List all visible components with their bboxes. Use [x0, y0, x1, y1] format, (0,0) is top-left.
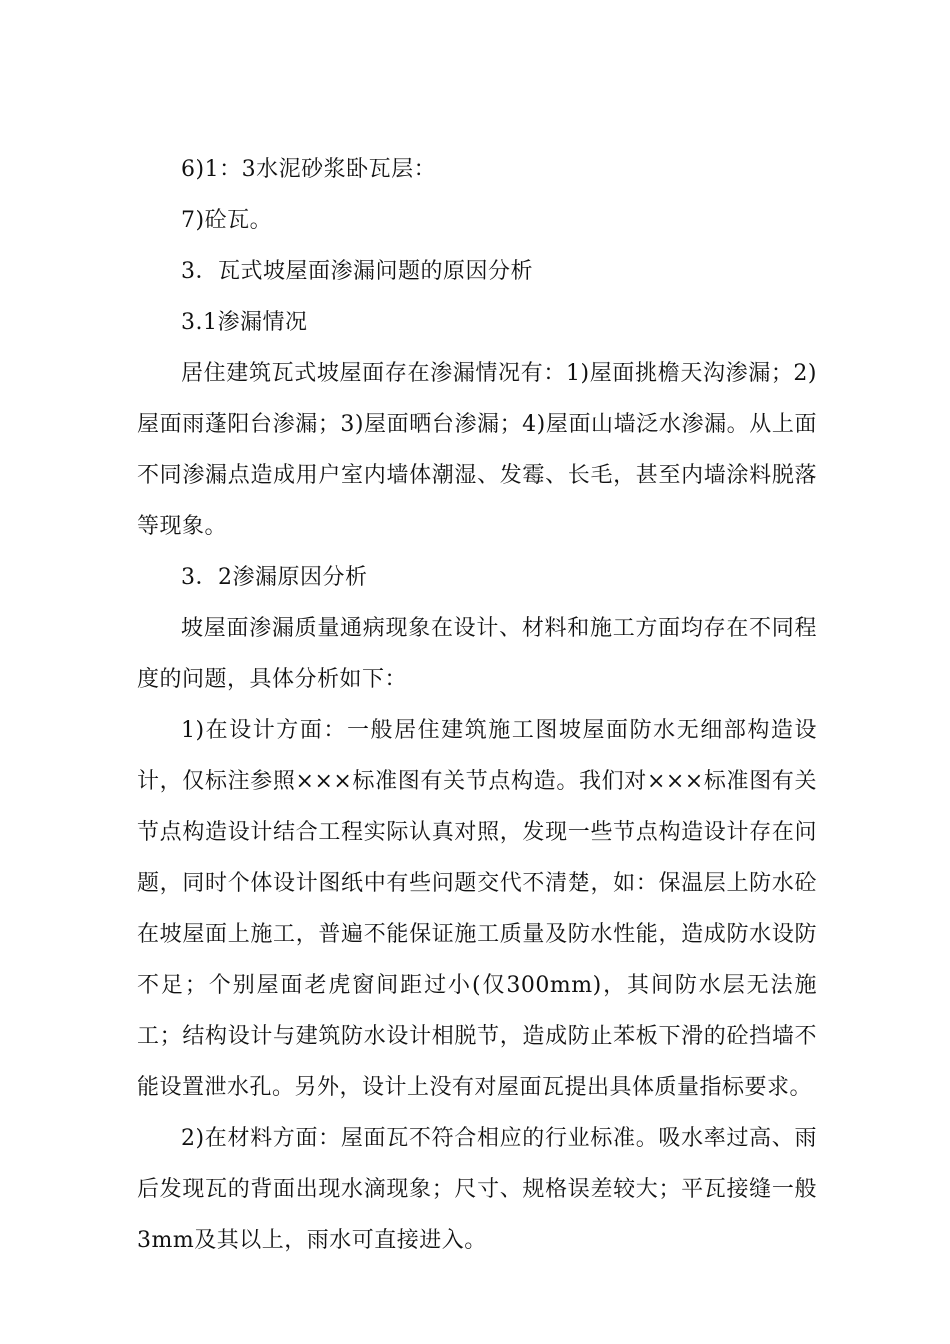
paragraph-cause-intro: 坡屋面渗漏质量通病现象在设计、材料和施工方面均存在不同程度的问题，具体分析如下：	[137, 616, 817, 692]
list-item-mortar-layer: 6)1：3水泥砂浆卧瓦层：	[181, 157, 437, 182]
paragraph-material-aspect: 2)在材料方面：屋面瓦不符合相应的行业标准。吸水率过高、雨后发现瓦的背面出现水滴现象；尺寸、规格误差较大；平瓦接缝一般3mm及其以上，雨水可直接进入。	[137, 1126, 817, 1253]
document-body	[137, 144, 817, 1266]
subsection-heading-3-2: 3．2渗漏原因分析	[181, 565, 368, 590]
section-heading-3: 3．瓦式坡屋面渗漏问题的原因分析	[181, 259, 533, 284]
paragraph-design-aspect: 1)在设计方面：一般居住建筑施工图坡屋面防水无细部构造设计，仅标注参照×××标准图有关节点构造。我们对×××标准图有关节点构造设计结合工程实际认真对照，发现一些节点构造设计存在问题，同时个体设计图纸中有些问题交代不清楚，如：保温层上防水砼在坡屋面上施工，普遍不能保证施工质量及防水性能，造成防水设防不足；个别屋面老虎窗间距过小(仅300mm)，其间防水层无法施工；结构设计与建筑防水设计相脱节，造成防止苯板下滑的砼挡墙不能设置泄水孔。另外，设计上没有对屋面瓦提出具体质量指标要求。	[137, 718, 817, 1100]
paragraph-leakage-situation: 居住建筑瓦式坡屋面存在渗漏情况有：1)屋面挑檐天沟渗漏；2)屋面雨蓬阳台渗漏；3)屋面晒台渗漏；4)屋面山墙泛水渗漏。从上面不同渗漏点造成用户室内墙体潮湿、发霉、长毛，甚至内墙涂料脱落等现象。	[137, 361, 817, 539]
list-item-concrete-tile: 7)砼瓦。	[181, 208, 273, 233]
subsection-heading-3-1: 3.1渗漏情况	[181, 310, 308, 335]
